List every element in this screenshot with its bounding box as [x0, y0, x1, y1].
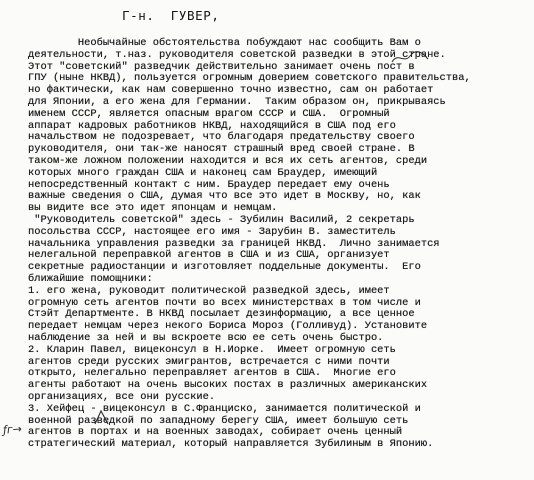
body-line: секретные радиостанции и изготовляет поддельные документы. Его	[28, 261, 421, 274]
body-line: агентов среди русских эмигрантов, встречается с ними почти	[28, 355, 390, 368]
body-line: важные сведения о США, думая что все это идет в Москву, но, как	[28, 190, 421, 203]
body-line: начальника управления разведки за границей НКВД. Лично занимается	[28, 237, 440, 250]
letter-body	[28, 38, 528, 451]
body-line: "Руководитель советской" здесь - Зубилин Василий, 2 секретарь	[28, 213, 415, 226]
body-line: Этот "советский" разведчик действительно занимает очень пост в	[28, 60, 415, 73]
body-line: для Японии, а его жена для Германии. Таким образом он, прикрываясь	[28, 95, 446, 108]
body-line: таком-же ложном положении находится и вся их сеть агентов, среди	[28, 154, 428, 167]
body-line: именем СССР, является опасным врагом СССР и США. Огромный	[28, 107, 390, 120]
body-line: агенты работают на очень высоких постах в различных американских	[28, 379, 428, 392]
body-line: военной разведкой по западному берегу США, имеет большую сеть	[28, 414, 409, 427]
body-line: руководителя, они так-же наносят страшный вред своей стране. В	[28, 143, 415, 156]
body-line: нелегальной переправкой агентов в США и из США, организует	[28, 249, 390, 262]
handwritten-insertion-mark	[390, 50, 430, 66]
body-line: но фактически, как нам совершенно точно известно, сам он работает	[28, 84, 434, 97]
handwritten-margin-note: ƒг→	[2, 422, 23, 437]
body-line: начальством не подозревает, что благодаря предательству своего	[28, 131, 415, 144]
body-line: 2. Кларин Павел, вицеконсул в Н.Иорке. Имеет огромную сеть	[28, 343, 396, 356]
body-line: Необычайные обстоятельства побуждают нас сообщить Вам о	[28, 37, 421, 49]
body-line: ближайшие помощники:	[28, 272, 153, 285]
body-line: наблюдение за ней и вы вскроете всю ее сеть очень быстро.	[28, 331, 384, 344]
body-line: открыто, нелегально переправляет агентов в США. Многие его	[28, 367, 396, 380]
body-line: непосредственный контакт с ним. Браудер передает ему очень	[28, 178, 390, 191]
body-line: Стэйт Департменте. В НКВД посылает дезинформацию, а все ценное	[28, 308, 415, 321]
body-line: ГПУ (ныне НКВД), пользуется огромным доверием советского правительства,	[28, 72, 471, 85]
letter-salutation: Г-н. ГУВЕР,	[122, 8, 220, 23]
body-line: организациях, все они русские.	[28, 390, 216, 403]
body-line: посольства СССР, настоящее его имя - Зарубин В. заместитель	[28, 225, 396, 238]
body-line: агентов в портах и на военных заводах, собирает очень ценный	[28, 426, 403, 439]
body-line: которых много граждан США и наконец сам Браудер, имеющий	[28, 166, 378, 179]
body-line: огромную сеть агентов почти во всех министерствах в том числе и	[28, 296, 421, 309]
body-line: стратегический материал, который направляется Зубилиным в Японию.	[28, 438, 434, 451]
body-line: вы видите все это идет японцам и немцам.	[28, 202, 278, 215]
body-line: деятельности, т.наз. руководителя советской разведки в этой стране.	[28, 48, 446, 61]
body-line: 1. его жена, руководит политической разведкой здесь, имеет	[28, 284, 390, 297]
body-line: передает немцам через некого Бориса Мороз (Голливуд). Установите	[28, 320, 428, 333]
body-line: аппарат кадровых работников НКВД, находящийся в США под его	[28, 119, 396, 132]
body-line: 3. Хейфец - вицеконсул в С.Франциско, занимается политической и	[28, 402, 421, 415]
handwritten-caret-mark	[92, 408, 112, 426]
